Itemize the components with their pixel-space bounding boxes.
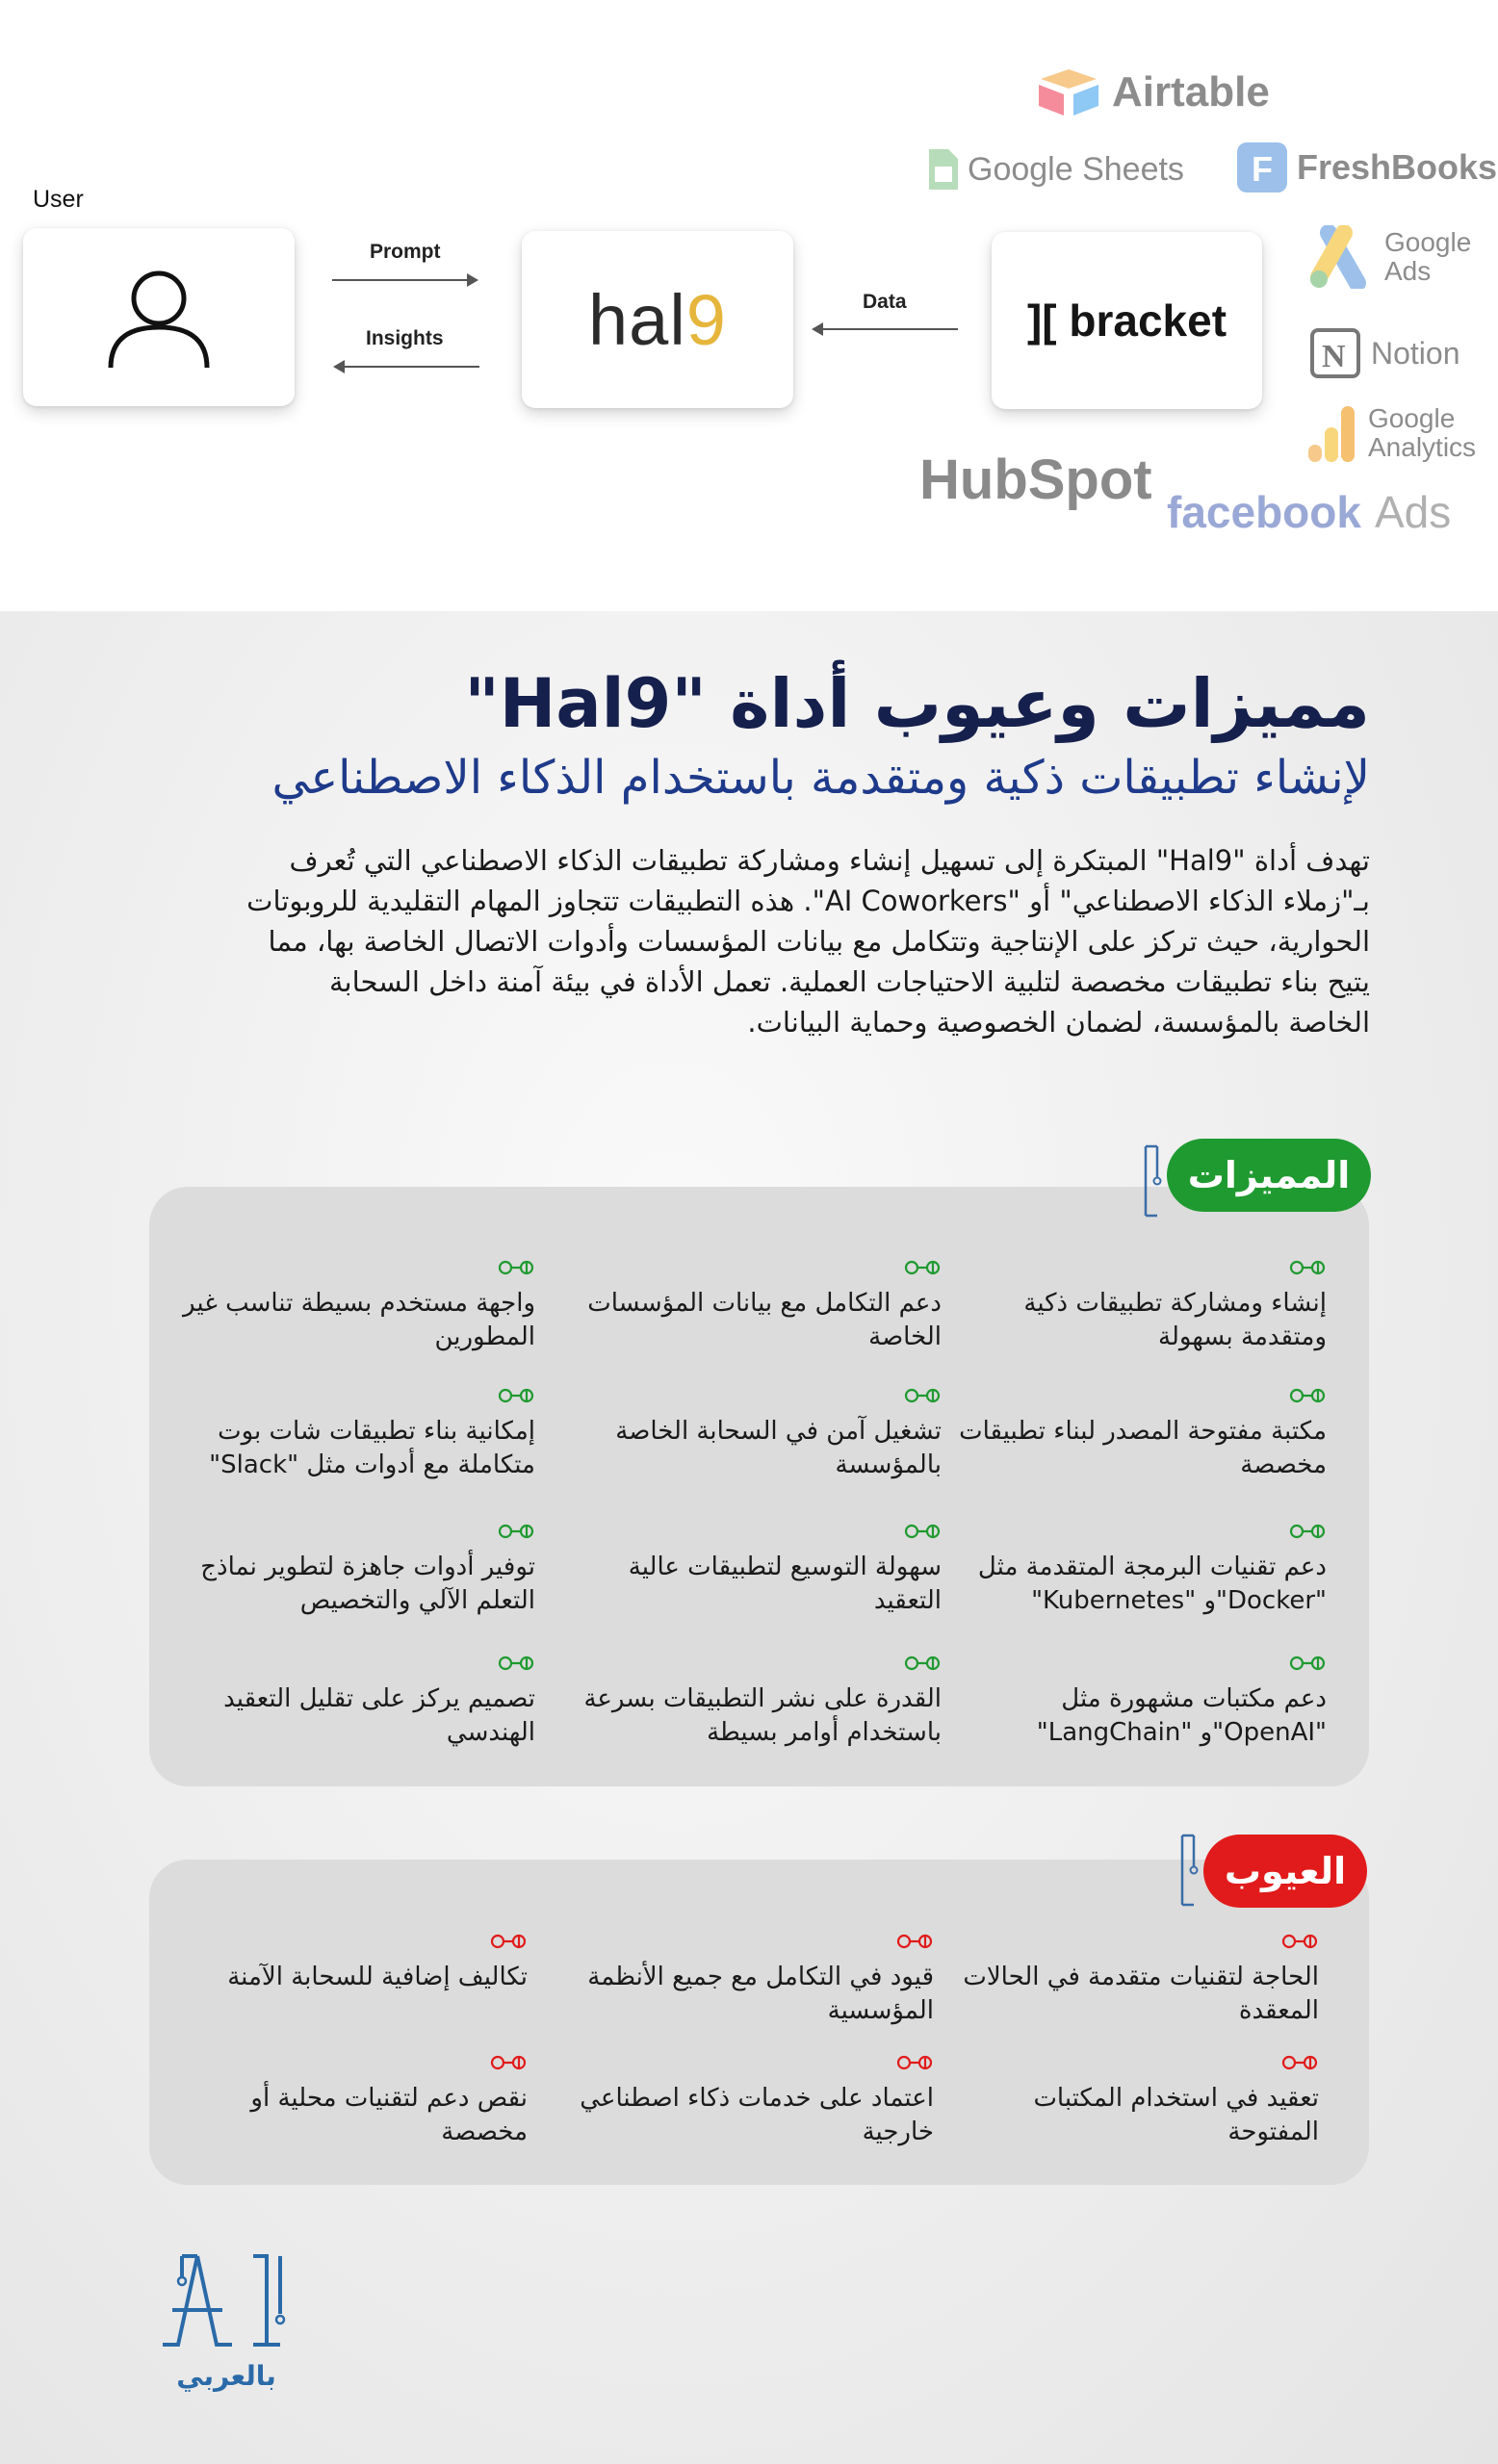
intro-paragraph [118, 840, 1370, 1042]
pros-item-text: توفير أدوات جاهزة لتطوير نماذج التعلم الآلي والتخصيص [200, 1553, 535, 1615]
pros-item [165, 1258, 535, 1354]
google-sheets-icon [929, 149, 958, 190]
circuit-bullet-icon [157, 1932, 528, 1957]
circuit-bullet-icon [563, 1932, 934, 1957]
pros-item-text: سهولة التوسيع لتطبيقات عالية التعقيد [628, 1553, 942, 1615]
cons-item-text: نقص دعم لتقنيات محلية أو مخصصة [250, 2084, 528, 2146]
circuit-bullet-icon [948, 1932, 1319, 1957]
pros-heading: المميزات [1167, 1139, 1371, 1212]
google-sheets-logo: Google Sheets [929, 149, 1184, 190]
freshbooks-icon [1237, 142, 1287, 192]
circuit-bullet-icon [948, 2053, 1319, 2078]
cons-heading: العيوب [1203, 1835, 1367, 1908]
data-label: Data [863, 291, 907, 313]
intro-line: يتيح بناء تطبيقات مخصصة لتلبية الاحتياجات العملية. تعمل الأداة في بيئة آمنة داخل السحابة [328, 965, 1370, 998]
logo-text: بالعربي [176, 2360, 276, 2392]
pros-item [571, 1258, 942, 1354]
circuit-bullet-icon [956, 1654, 1327, 1679]
circuit-bullet-icon [165, 1654, 535, 1679]
cons-item [563, 1932, 934, 2028]
data-arrow [814, 328, 958, 330]
cons-item [563, 2053, 934, 2149]
intro-line: تهدف أداة "Hal9" المبتكرة إلى تسهيل إنشاء ومشاركة تطبيقات الذكاء الاصطناعي التي تُعرف [289, 844, 1370, 877]
pros-item-text: دعم مكتبات مشهورة مثل "OpenAI"و "LangChain" [1036, 1684, 1327, 1747]
pros-item-text: القدرة على نشر التطبيقات بسرعة باستخدام أوامر بسيطة [583, 1684, 942, 1747]
integration-diagram [0, 0, 1498, 611]
insights-label: Insights [366, 327, 444, 349]
bracket-node [992, 232, 1262, 409]
circuit-bullet-icon [563, 2053, 934, 2078]
page-title: مميزات وعيوب أداة "Hal9" [464, 664, 1370, 743]
pros-item-text: تصميم يركز على تقليل التعقيد الهندسي [223, 1684, 535, 1747]
pros-item-text: واجهة مستخدم بسيطة تناسب غير المطورين [183, 1289, 535, 1351]
cons-item-text: الحاجة لتقنيات متقدمة في الحالات المعقدة [963, 1963, 1319, 2025]
pros-item-text: دعم تقنيات البرمجة المتقدمة مثل "Docker"و "Kubernetes" [977, 1553, 1327, 1615]
pros-item-text: إمكانية بناء تطبيقات شات بوت متكاملة مع أدوات مثل "Slack" [209, 1417, 535, 1479]
notion-logo: N Notion [1309, 327, 1460, 379]
hal9-node [522, 231, 793, 408]
hubspot-logo: HubSpot [919, 449, 1152, 511]
circuit-bullet-icon [956, 1522, 1327, 1547]
pros-item [571, 1654, 942, 1750]
circuit-bullet-icon [956, 1258, 1327, 1283]
cons-item-text: تكاليف إضافية للسحابة الآمنة [227, 1963, 528, 1991]
pros-item [165, 1522, 535, 1618]
svg-text:F: F [1252, 149, 1273, 189]
article-section [0, 611, 1498, 2464]
bracket-logo: ][ bracket [1026, 295, 1227, 346]
pros-item [165, 1654, 535, 1750]
cons-item-text: تعقيد في استخدام المكتبات المفتوحة [1033, 2084, 1319, 2146]
prompt-label: Prompt [370, 241, 441, 263]
google-analytics-logo: Google Analytics [1304, 402, 1476, 464]
cons-item [157, 1932, 528, 1994]
pros-item [571, 1522, 942, 1618]
prompt-arrow [332, 279, 477, 281]
notion-icon [1309, 327, 1361, 379]
pros-item [956, 1522, 1327, 1618]
intro-line: الخاصة بالمؤسسة، لضمان الخصوصية وحماية البيانات. [747, 1006, 1370, 1039]
intro-line: الحوارية، حيث تركز على الإنتاجية وتتكامل مع بيانات المؤسسات وأدوات الاتصال الخاصة بها، مما [268, 925, 1370, 958]
cons-item-text: قيود في التكامل مع جميع الأنظمة المؤسسية [587, 1963, 934, 2025]
cons-item [948, 1932, 1319, 2028]
intro-line: بـ"زملاء الذكاء الاصطناعي" أو "AI Coworkers". هذه التطبيقات تتجاوز المهام التقليدية للروبوتات [246, 885, 1370, 917]
insights-arrow [335, 366, 479, 368]
hal9-logo: hal9 [588, 279, 727, 360]
facebook-ads-logo: facebook Ads [1167, 487, 1452, 537]
airtable-icon [1035, 65, 1102, 119]
freshbooks-logo: F FreshBooks [1237, 142, 1497, 192]
circuit-bullet-icon [571, 1654, 942, 1679]
pros-item [956, 1258, 1327, 1354]
google-analytics-icon [1304, 402, 1358, 464]
pros-item-text: مكتبة مفتوحة المصدر لبناء تطبيقات مخصصة [959, 1417, 1327, 1479]
circuit-decoration-icon [1136, 1142, 1165, 1219]
pros-item-text: تشغيل آمن في السحابة الخاصة بالمؤسسة [615, 1417, 942, 1479]
circuit-bullet-icon [571, 1258, 942, 1283]
pros-item [571, 1386, 942, 1482]
google-ads-icon [1307, 225, 1375, 289]
user-node [23, 228, 295, 406]
airtable-logo: Airtable [1035, 65, 1270, 119]
pros-item-text: دعم التكامل مع بيانات المؤسسات الخاصة [587, 1289, 942, 1351]
circuit-decoration-icon [1173, 1832, 1201, 1909]
circuit-bullet-icon [571, 1386, 942, 1411]
circuit-bullet-icon [157, 2053, 528, 2078]
circuit-bullet-icon [165, 1386, 535, 1411]
circuit-bullet-icon [165, 1258, 535, 1283]
svg-text:N: N [1322, 339, 1346, 374]
pros-item [956, 1386, 1327, 1482]
circuit-bullet-icon [571, 1522, 942, 1547]
cons-item [948, 2053, 1319, 2149]
circuit-bullet-icon [956, 1386, 1327, 1411]
circuit-bullet-icon [165, 1522, 535, 1547]
page-subtitle: لإنشاء تطبيقات ذكية ومتقدمة باستخدام الذكاء الاصطناعي [271, 751, 1370, 805]
ai-bilarabi-logo [159, 2252, 294, 2397]
pros-item [165, 1386, 535, 1482]
user-label: User [33, 186, 84, 213]
google-ads-logo: Google Ads [1307, 225, 1471, 289]
cons-item [157, 2053, 528, 2149]
user-icon [101, 260, 217, 375]
cons-item-text: اعتماد على خدمات ذكاء اصطناعي خارجية [580, 2084, 934, 2146]
pros-item-text: إنشاء ومشاركة تطبيقات ذكية ومتقدمة بسهولة [1023, 1289, 1327, 1351]
pros-item [956, 1654, 1327, 1750]
